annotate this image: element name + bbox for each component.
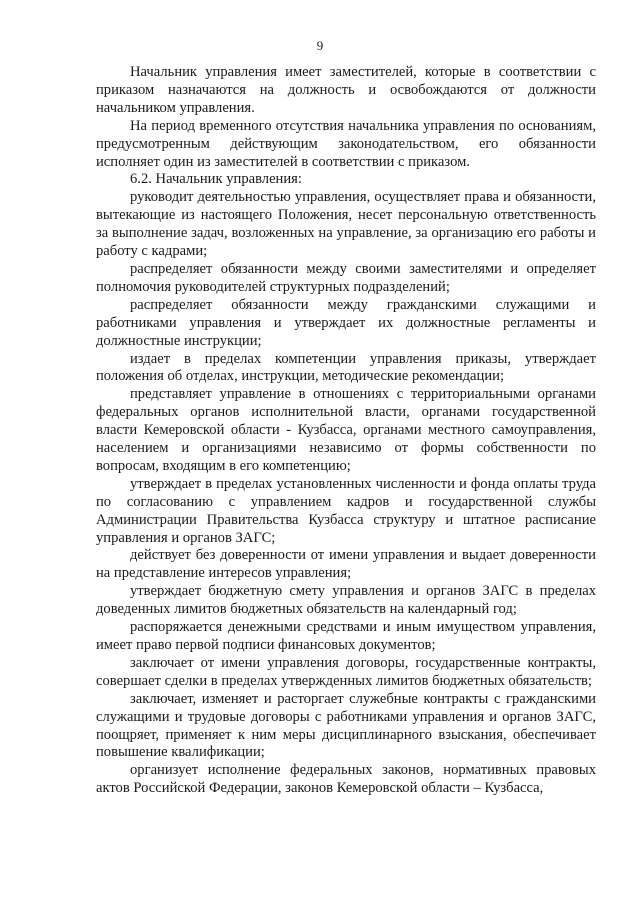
paragraph-power-of-attorney: действует без доверенности от имени управления и выдает доверенности на представление интересов управления; (96, 547, 596, 582)
paragraph-budget-estimate: утверждает бюджетную смету управления и органов ЗАГС в пределах доведенных лимитов бюджетных обязательств на календарный год; (96, 583, 596, 618)
section-heading-6-2: 6.2. Начальник управления: (130, 171, 302, 188)
document-body (96, 64, 596, 798)
paragraph-approves-structure: утверждает в пределах установленных численности и фонда оплаты труда по согласованию с управлением кадров и государственной службы Администрации Правительства Кузбасса структуру и штатное расписание управления и органов ЗАГС; (96, 475, 596, 546)
paragraph-organizes-execution: организует исполнение федеральных законов, нормативных правовых актов Российской Федерации, законов Кемеровской области – Кузбасса, (96, 762, 596, 797)
paragraph-manages-activity: руководит деятельностью управления, осуществляет права и обязанности, вытекающие из настоящего Положения, несет персональную ответственность за выполнение задач, возложенных на управление, за организацию его работы и работу с кадрами; (96, 189, 596, 260)
paragraph-deputies: Начальник управления имеет заместителей, которые в соответствии с приказом назначаются на должность и освобождаются от должности начальником управления. (96, 64, 596, 116)
paragraph-distributes-deputies: распределяет обязанности между своими заместителями и определяет полномочия руководителей структурных подразделений; (96, 260, 596, 295)
paragraph-represents: представляет управление в отношениях с территориальными органами федеральных органов исполнительной власти, органами государственной власти Кемеровской области - Кузбасса, органами местного самоуправления, населением и организациями независимо от формы собственности по вопросам, входящим в его компетенцию; (96, 386, 596, 474)
page-number: 9 (316, 38, 324, 53)
paragraph-issues-orders: издает в пределах компетенции управления приказы, утверждает положения об отделах, инструкции, методические рекомендации; (96, 350, 596, 385)
paragraph-service-contracts: заключает, изменяет и расторгает служебные контракты с гражданскими служащими и трудовые договоры с работниками управления и органов ЗАГС, поощряет, применяет к ним меры дисциплинарного взыскания, обеспечивает повышение квалификации; (96, 690, 596, 761)
paragraph-temporary-absence: На период временного отсутствия начальника управления по основаниям, предусмотренным действующим законодательством, его обязанности исполняет один из заместителей в соответствии с приказом. (96, 117, 596, 170)
paragraph-disposes-funds: распоряжается денежными средствами и иным имуществом управления, имеет право первой подписи финансовых документов; (96, 619, 596, 653)
paragraph-concludes-contracts: заключает от имени управления договоры, государственные контракты, совершает сделки в пределах утвержденных лимитов бюджетных обязательств; (96, 654, 596, 689)
paragraph-distributes-staff: распределяет обязанности между гражданскими служащими и работниками управления и утверждает их должностные регламенты и должностные инструкции; (96, 296, 596, 349)
